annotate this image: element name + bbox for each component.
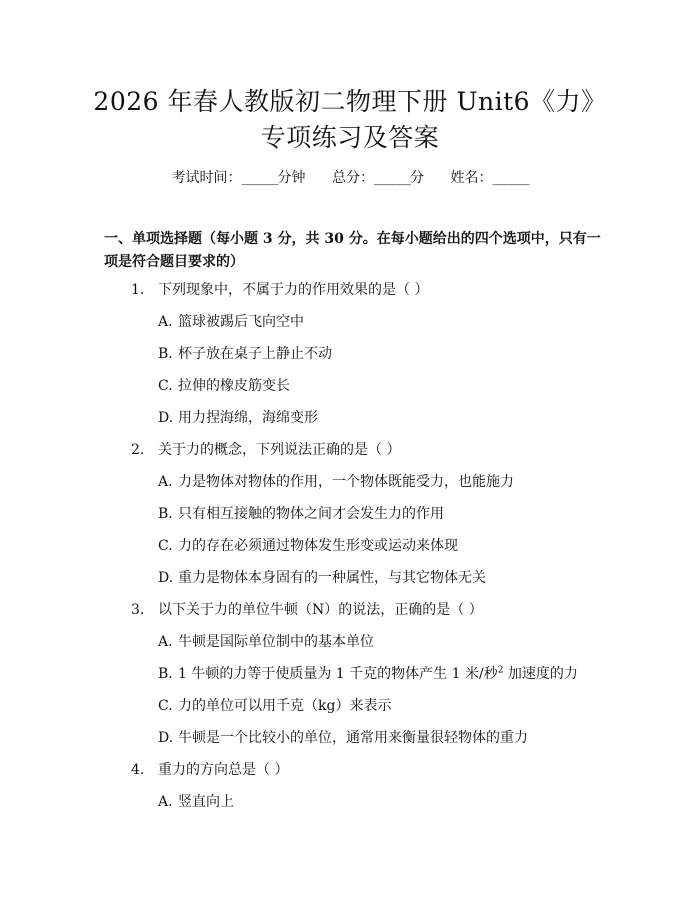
option-item: [158, 536, 458, 556]
option-item: [158, 408, 318, 428]
section-heading: 一、单项选择题（每小题 3 分，共 30 分。在每小题给出的四个选项中，只有一项是符合题目要求的）: [104, 231, 601, 270]
question-number: 4.: [131, 762, 145, 778]
option-item: [158, 792, 234, 812]
document-title-line-2: 专项练习及答案: [260, 123, 440, 152]
student-name-label: 姓名：: [450, 170, 493, 186]
exam-time-field: [172, 170, 310, 186]
option-label: C.: [158, 538, 173, 554]
total-score-unit: 分: [410, 170, 424, 186]
option-text: 拉伸的橡皮筋变长: [178, 378, 290, 394]
question-item: [131, 440, 400, 460]
student-name-field: [450, 170, 528, 186]
option-item: [158, 696, 391, 716]
total-score-blank: ______: [374, 170, 410, 186]
option-label: A.: [158, 794, 173, 810]
option-text-tail: 加速度的力: [503, 666, 578, 682]
option-label: B.: [158, 666, 173, 682]
option-label: B.: [158, 346, 173, 362]
total-score-field: [332, 170, 428, 186]
option-item: [158, 312, 304, 332]
option-label: D.: [158, 570, 174, 586]
question-item: [131, 760, 288, 780]
question-item: [131, 600, 483, 620]
option-item: [158, 664, 578, 684]
student-name-blank: ______: [492, 170, 529, 186]
question-text: 下列现象中，不属于力的作用效果的是（ ）: [158, 282, 429, 298]
question-number: 2.: [131, 442, 145, 458]
option-text: 只有相互接触的物体之间才会发生力的作用: [178, 506, 444, 522]
question-number: 1.: [131, 282, 145, 298]
question-number: 3.: [131, 602, 145, 618]
option-item: [158, 568, 486, 588]
option-item: [158, 728, 528, 748]
option-label: A.: [158, 314, 173, 330]
option-label: A.: [158, 634, 173, 650]
option-text: 重力是物体本身固有的一种属性，与其它物体无关: [178, 570, 486, 586]
option-text: 篮球被踢后飞向空中: [178, 314, 304, 330]
option-label: B.: [158, 506, 173, 522]
superscript-exponent: 2: [497, 665, 504, 676]
option-item: [158, 504, 444, 524]
question-text: 关于力的概念，下列说法正确的是（ ）: [158, 442, 401, 458]
option-item: [158, 344, 332, 364]
total-score-label: 总分：: [332, 170, 374, 186]
option-text: 1 牛顿的力等于使质量为 1 千克的物体产生 1 米/秒: [178, 666, 498, 682]
option-item: [158, 632, 374, 652]
exam-info-line: [0, 167, 700, 187]
question-text: 重力的方向总是（ ）: [158, 762, 289, 778]
option-item: [158, 376, 290, 396]
option-text: 牛顿是国际单位制中的基本单位: [178, 634, 374, 650]
option-text: 力的单位可以用千克（kg）来表示: [178, 698, 392, 714]
option-text: 力的存在必须通过物体发生形变或运动来体现: [178, 538, 458, 554]
option-text: 竖直向上: [178, 794, 234, 810]
question-item: [131, 280, 428, 300]
option-label: C.: [158, 378, 173, 394]
option-text: 用力捏海绵，海绵变形: [178, 410, 318, 426]
option-label: A.: [158, 474, 173, 490]
exam-time-blank: ______: [241, 170, 278, 186]
exam-time-unit: 分钟: [277, 170, 306, 186]
option-label: D.: [158, 410, 174, 426]
question-text: 以下关于力的单位牛顿（N）的说法，正确的是（ ）: [158, 602, 483, 618]
option-label: C.: [158, 698, 173, 714]
option-text: 杯子放在桌子上静止不动: [178, 346, 332, 362]
exam-time-label: 考试时间：: [171, 170, 242, 186]
option-label: D.: [158, 730, 174, 746]
option-text: 牛顿是一个比较小的单位，通常用来衡量很轻物体的重力: [178, 730, 528, 746]
option-text: 力是物体对物体的作用，一个物体既能受力，也能施力: [178, 474, 514, 490]
option-item: [158, 472, 514, 492]
document-title-line-1: 2026 年春人教版初二物理下册 Unit6《力》: [93, 87, 607, 116]
